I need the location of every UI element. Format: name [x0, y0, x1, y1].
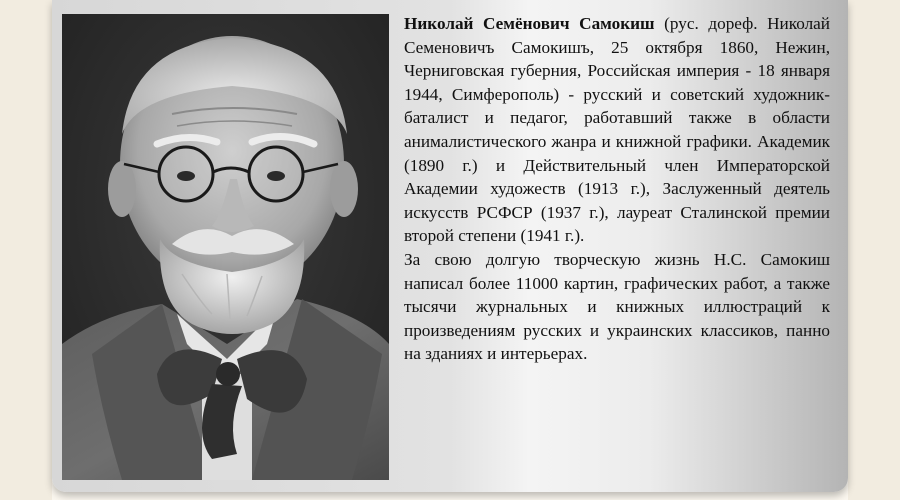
portrait-photo: [62, 14, 389, 480]
biography-intro: [404, 12, 830, 248]
biography-intro-text: (рус. дореф. Николай Семеновичъ Самокишъ, 25 октября 1860, Нежин, Черниговская губерния, Российская империя - 18 января 1944, Симферополь) - русский и советский художник-баталист и педагог, работавший также в области анималистического жанра и книжной графики. Академик (1890 г.) и Действительный член Императорской Академии художеств (1913 г.), Заслуженный деятель искусств РСФСР (1937 г.), лауреат Сталинской премии второй степени (1941 г.).: [404, 14, 830, 246]
portrait-photo-icon: [62, 14, 389, 480]
artist-name: Николай Семёнович Самокиш: [404, 14, 655, 33]
biography-legacy: За свою долгую творческую жизнь Н.С. Самокиш написал более 11000 картин, графических работ, а также тысячи журнальных и книжных иллюстраций к произведениям русских и украинских классиков, панно на зданиях и интерьерах.: [404, 249, 830, 364]
page-margin-right: [848, 0, 900, 500]
page-margin-left: [0, 0, 52, 500]
biography-text: [404, 12, 830, 366]
